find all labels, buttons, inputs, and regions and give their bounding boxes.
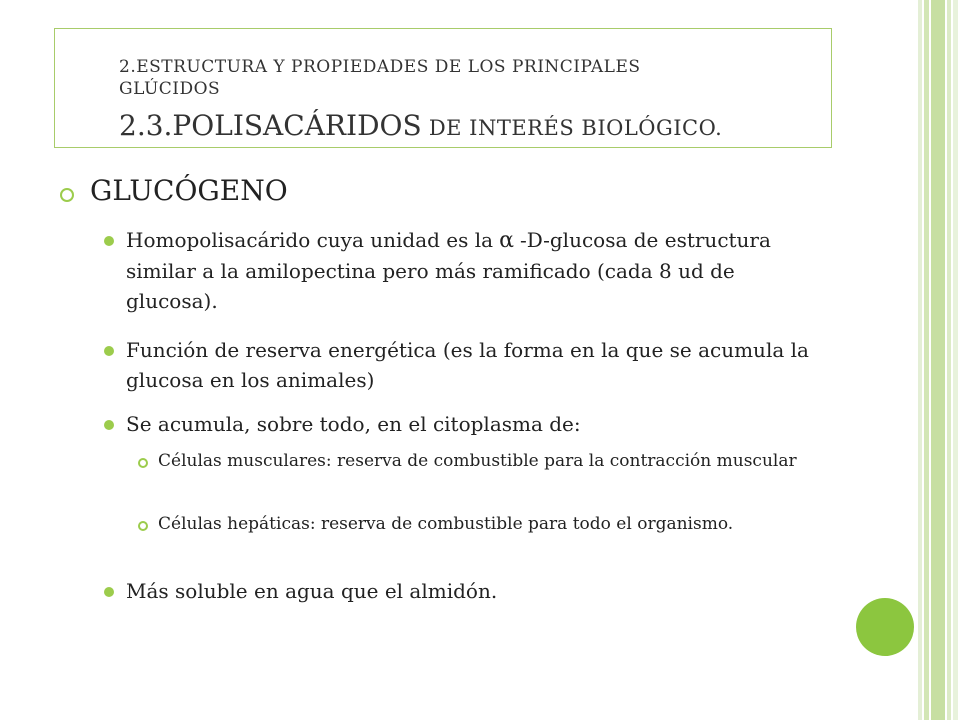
title-line-3 [119, 109, 722, 142]
sub-bullet-2: Células hepáticas: reserva de combustible para todo el organismo. [158, 514, 734, 534]
side-bar-5 [953, 0, 958, 720]
sub-bullet-icon [138, 458, 148, 468]
decorative-side-bars [918, 0, 960, 720]
side-bar-1 [918, 0, 922, 720]
sub-bullet-icon [138, 521, 148, 531]
bullet-dot-icon [104, 236, 114, 246]
bullet-dot-icon [104, 587, 114, 597]
alpha-symbol: α [499, 228, 514, 253]
bullet-2: Función de reserva energética (es la forma en la que se acumula la glucosa en los animales) [126, 338, 809, 392]
bullet-dot-icon [104, 420, 114, 430]
title-line-1: 2.ESTRUCTURA Y PROPIEDADES DE LOS PRINCIPALES [119, 57, 641, 77]
sub-bullet-1: Células musculares: reserva de combustible para la contracción muscular [158, 451, 797, 471]
title-period: . [715, 116, 723, 140]
bullet-3: Se acumula, sobre todo, en el citoplasma de: [126, 412, 581, 436]
bullet-1-text-b: -D-glucosa de estructura similar a la amilopectina pero más ramificado (cada 8 ud de glucosa). [126, 228, 771, 313]
heading-bullet-icon [60, 188, 74, 202]
bullet-4: Más soluble en agua que el almidón. [126, 579, 498, 603]
title-line-2: GLÚCIDOS [119, 79, 221, 99]
bullet-1 [126, 225, 816, 316]
title-sub: DE INTERÉS BIOLÓGICO [421, 116, 716, 140]
decorative-circle [856, 598, 914, 656]
side-bar-4 [947, 0, 951, 720]
title-main: 2.3.POLISACÁRIDOS [119, 109, 422, 142]
side-bar-3 [931, 0, 945, 720]
section-heading: GLUCÓGENO [90, 174, 288, 207]
side-bar-2 [924, 0, 929, 720]
bullet-dot-icon [104, 346, 114, 356]
bullet-1-text-a: Homopolisacárido cuya unidad es la [126, 228, 494, 252]
title-box [54, 28, 832, 148]
